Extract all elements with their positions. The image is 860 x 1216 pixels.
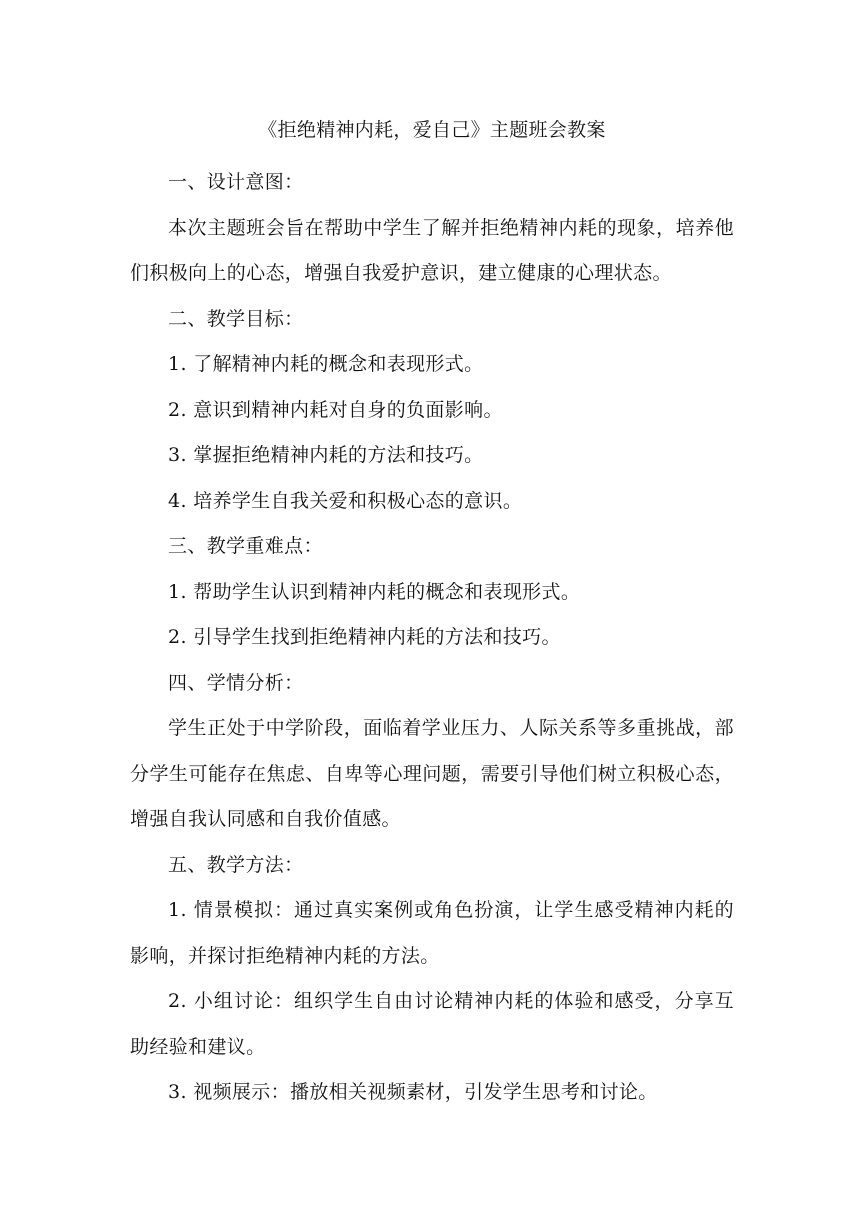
list-item-goal-4: 4. 培养学生自我关爱和积极心态的意识。 xyxy=(168,489,523,512)
paragraph-design-intent: 本次主题班会旨在帮助中学生了解并拒绝精神内耗的现象，培养他们积极向上的心态，增强自我爱护意识，建立健康的心理状态。 xyxy=(130,216,734,284)
section-heading-key-points: 三、教学重难点： xyxy=(168,535,323,557)
list-item-goal-3: 3. 掌握拒绝精神内耗的方法和技巧。 xyxy=(168,444,484,466)
list-item-goal-1: 1. 了解精神内耗的概念和表现形式。 xyxy=(168,353,484,375)
list-item-method-3: 3. 视频展示：播放相关视频素材，引发学生思考和讨论。 xyxy=(168,1081,658,1103)
list-item-goal-2: 2. 意识到精神内耗对自身的负面影响。 xyxy=(168,398,503,421)
section-heading-teaching-methods: 五、教学方法： xyxy=(168,853,304,876)
section-heading-design-intent: 一、设计意图： xyxy=(168,171,304,193)
list-item-key-point-2: 2. 引导学生找到拒绝精神内耗的方法和技巧。 xyxy=(168,626,561,648)
section-heading-student-analysis: 四、学情分析： xyxy=(168,671,304,694)
section-heading-teaching-goals: 二、教学目标： xyxy=(168,307,304,330)
list-item-method-2: 2. 小组讨论：组织学生自由讨论精神内耗的体验和感受，分享互助经验和建议。 xyxy=(130,990,734,1058)
document-page xyxy=(130,96,734,1116)
list-item-key-point-1: 1. 帮助学生认识到精神内耗的概念和表现形式。 xyxy=(168,580,581,603)
document-title: 《拒绝精神内耗，爱自己》主题班会教案 xyxy=(258,119,606,141)
paragraph-student-analysis: 学生正处于中学阶段，面临着学业压力、人际关系等多重挑战，部分学生可能存在焦虑、自卑等心理问题，需要引导他们树立积极心态，增强自我认同感和自我价值感。 xyxy=(130,717,734,830)
list-item-method-1: 1. 情景模拟：通过真实案例或角色扮演，让学生感受精神内耗的影响，并探讨拒绝精神内耗的方法。 xyxy=(130,899,734,967)
